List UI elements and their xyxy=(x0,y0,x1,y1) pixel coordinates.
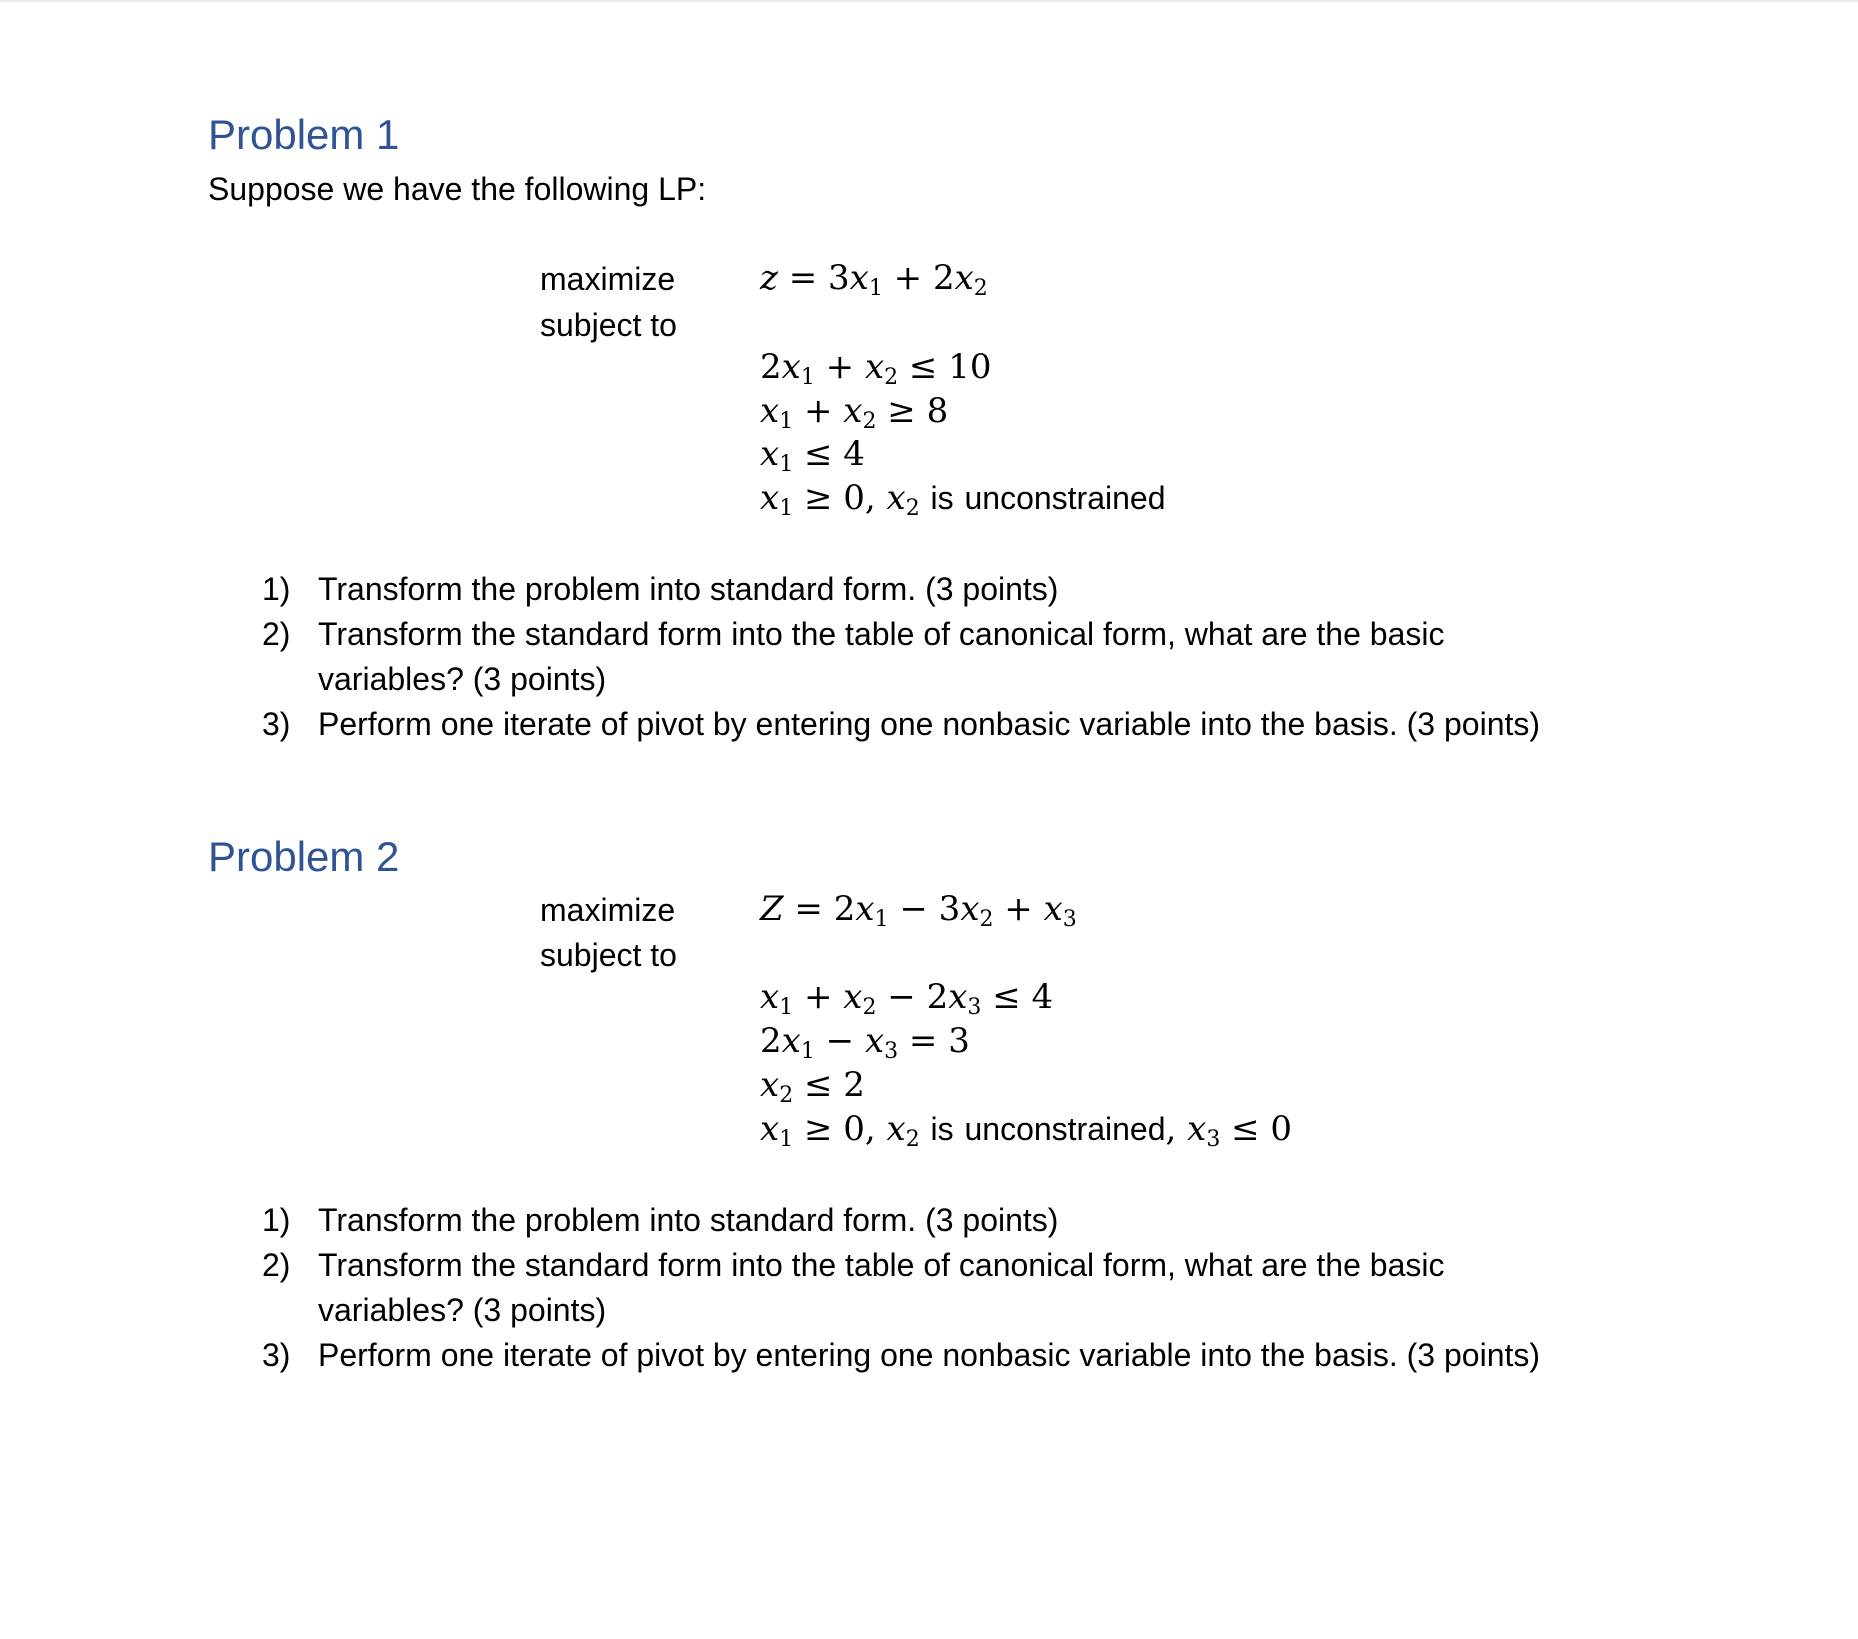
problem-2-heading: Problem 2 xyxy=(208,833,400,880)
question-text: Transform the standard form into the table of canonical form, what are the basic variables? (3 points) xyxy=(318,616,1445,697)
problem-2-subject-to-label: subject to xyxy=(540,937,677,973)
problem-1-intro: Suppose we have the following LP: xyxy=(208,171,707,207)
problem-1-subject-to-label: subject to xyxy=(540,307,677,343)
problem-2-question-3 xyxy=(262,1333,1662,1378)
problem-1-heading: Problem 1 xyxy=(208,111,400,158)
problem-1-question-2 xyxy=(262,612,1662,702)
question-text: Perform one iterate of pivot by entering one nonbasic variable into the basis. (3 points) xyxy=(318,1337,1541,1373)
problem-1-maximize-label: maximize xyxy=(540,261,676,297)
problem-1-constraint-4: $x_1 \ge 0$, $x_2$ is unconstrained xyxy=(760,478,1166,521)
problem-2-constraint-4: $x_1 \ge 0$, $x_2$ is unconstrained, $x_3 \le 0$ xyxy=(760,1109,1293,1152)
question-number: 3) xyxy=(262,1337,291,1373)
problem-2-constraint-2: $2x_1 - x_3 = 3$ xyxy=(760,1021,970,1064)
question-number: 2) xyxy=(262,616,291,652)
problem-2-constraint-3: $x_2 \le 2$ xyxy=(760,1065,865,1108)
problem-1-constraint-2: $x_1 + x_2 \ge 8$ xyxy=(760,391,949,434)
problem-1-objective: $z = 3x_1 + 2x_2$ xyxy=(760,258,988,301)
problem-2-maximize-label: maximize xyxy=(540,892,676,928)
problem-1-constraint-1: $2x_1 + x_2 \le 10$ xyxy=(760,347,992,390)
problem-1-constraint-3: $x_1 \le 4$ xyxy=(760,434,865,477)
problem-2-question-1 xyxy=(262,1198,1662,1243)
question-number: 1) xyxy=(262,571,291,607)
problem-2-objective: $Z = 2x_1 - 3x_2 + x_3$ xyxy=(760,889,1077,932)
problem-1-question-1 xyxy=(262,567,1662,612)
page-top-border xyxy=(0,0,1858,2)
question-text: Transform the standard form into the table of canonical form, what are the basic variables? (3 points) xyxy=(318,1247,1445,1328)
question-number: 1) xyxy=(262,1202,291,1238)
problem-2-constraint-1: $x_1 + x_2 - 2x_3 \le 4$ xyxy=(760,977,1054,1020)
question-text: Transform the problem into standard form. (3 points) xyxy=(318,1202,1059,1238)
question-number: 3) xyxy=(262,706,291,742)
problem-2-question-2 xyxy=(262,1243,1662,1333)
question-number: 2) xyxy=(262,1247,291,1283)
question-text: Perform one iterate of pivot by entering one nonbasic variable into the basis. (3 points) xyxy=(318,706,1541,742)
question-text: Transform the problem into standard form. (3 points) xyxy=(318,571,1059,607)
problem-1-question-3 xyxy=(262,702,1662,747)
